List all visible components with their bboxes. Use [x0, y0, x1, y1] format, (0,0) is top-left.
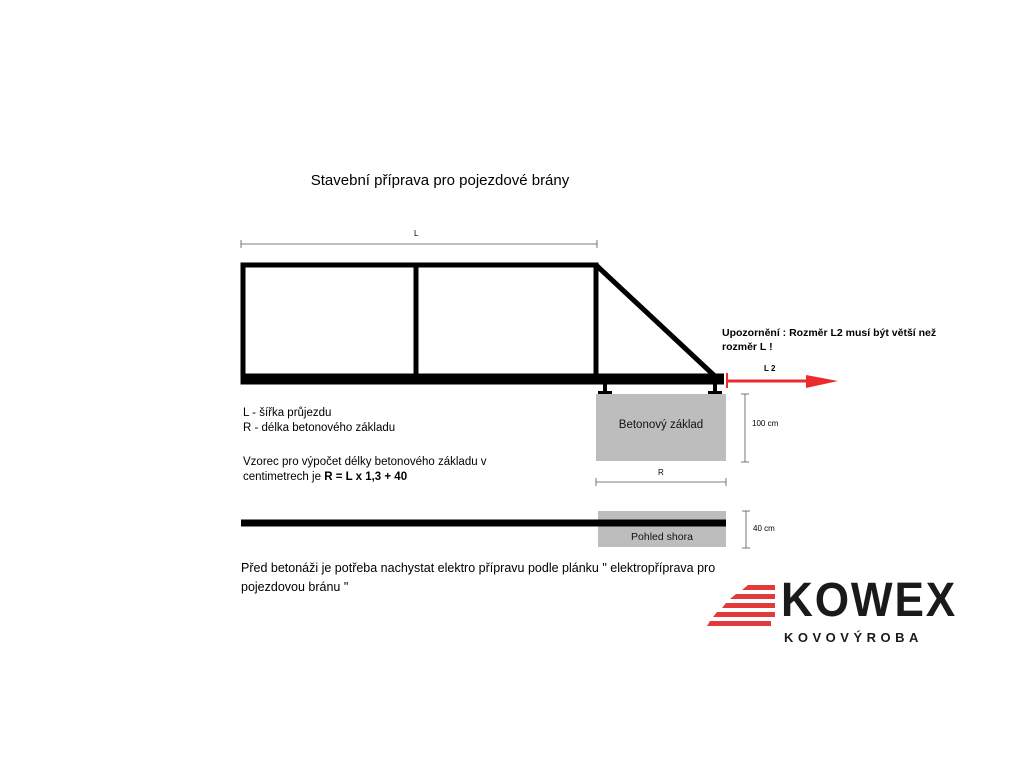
- gate-frame: [241, 265, 724, 382]
- formula-description: Vzorec pro výpočet délky betonového základu v centimetrech je: [243, 456, 487, 483]
- legend: [243, 406, 395, 436]
- footer-note: Před betonáži je potřeba nachystat elektro přípravu podle plánku " elektropříprava pro pojezdovou bránu ": [241, 561, 716, 594]
- dimension-L2-label: L 2: [764, 364, 776, 373]
- logo-subtitle: KOVOVÝROBA: [784, 630, 923, 645]
- page-title: Stavební příprava pro pojezdové brány: [310, 172, 570, 189]
- gate-rollers: [598, 384, 722, 394]
- dimension-depth-line: [741, 394, 749, 462]
- dimension-R-label: R: [658, 468, 664, 477]
- logo-name: KOWEX: [781, 574, 958, 627]
- top-view-label: Pohled shora: [631, 531, 693, 543]
- dimension-depth-label: 100 cm: [752, 419, 779, 428]
- dimension-L-label: L: [414, 229, 419, 238]
- formula-text: [243, 455, 493, 485]
- dimension-width-label: 40 cm: [753, 524, 775, 533]
- foundation-label: Betonový základ: [618, 419, 704, 431]
- L2-arrow: [727, 373, 838, 388]
- dimension-L-line: [241, 240, 597, 248]
- formula-expression: R = L x 1,3 + 40: [324, 471, 408, 483]
- legend-L: L - šířka průjezdu: [243, 407, 332, 419]
- dimension-R-line: [596, 478, 726, 486]
- dimension-width-line: [742, 511, 750, 548]
- legend-R: R - délka betonového základu: [243, 422, 396, 434]
- warning-note: Upozornění : Rozměr L2 musí být větší než rozměr L !: [722, 327, 937, 353]
